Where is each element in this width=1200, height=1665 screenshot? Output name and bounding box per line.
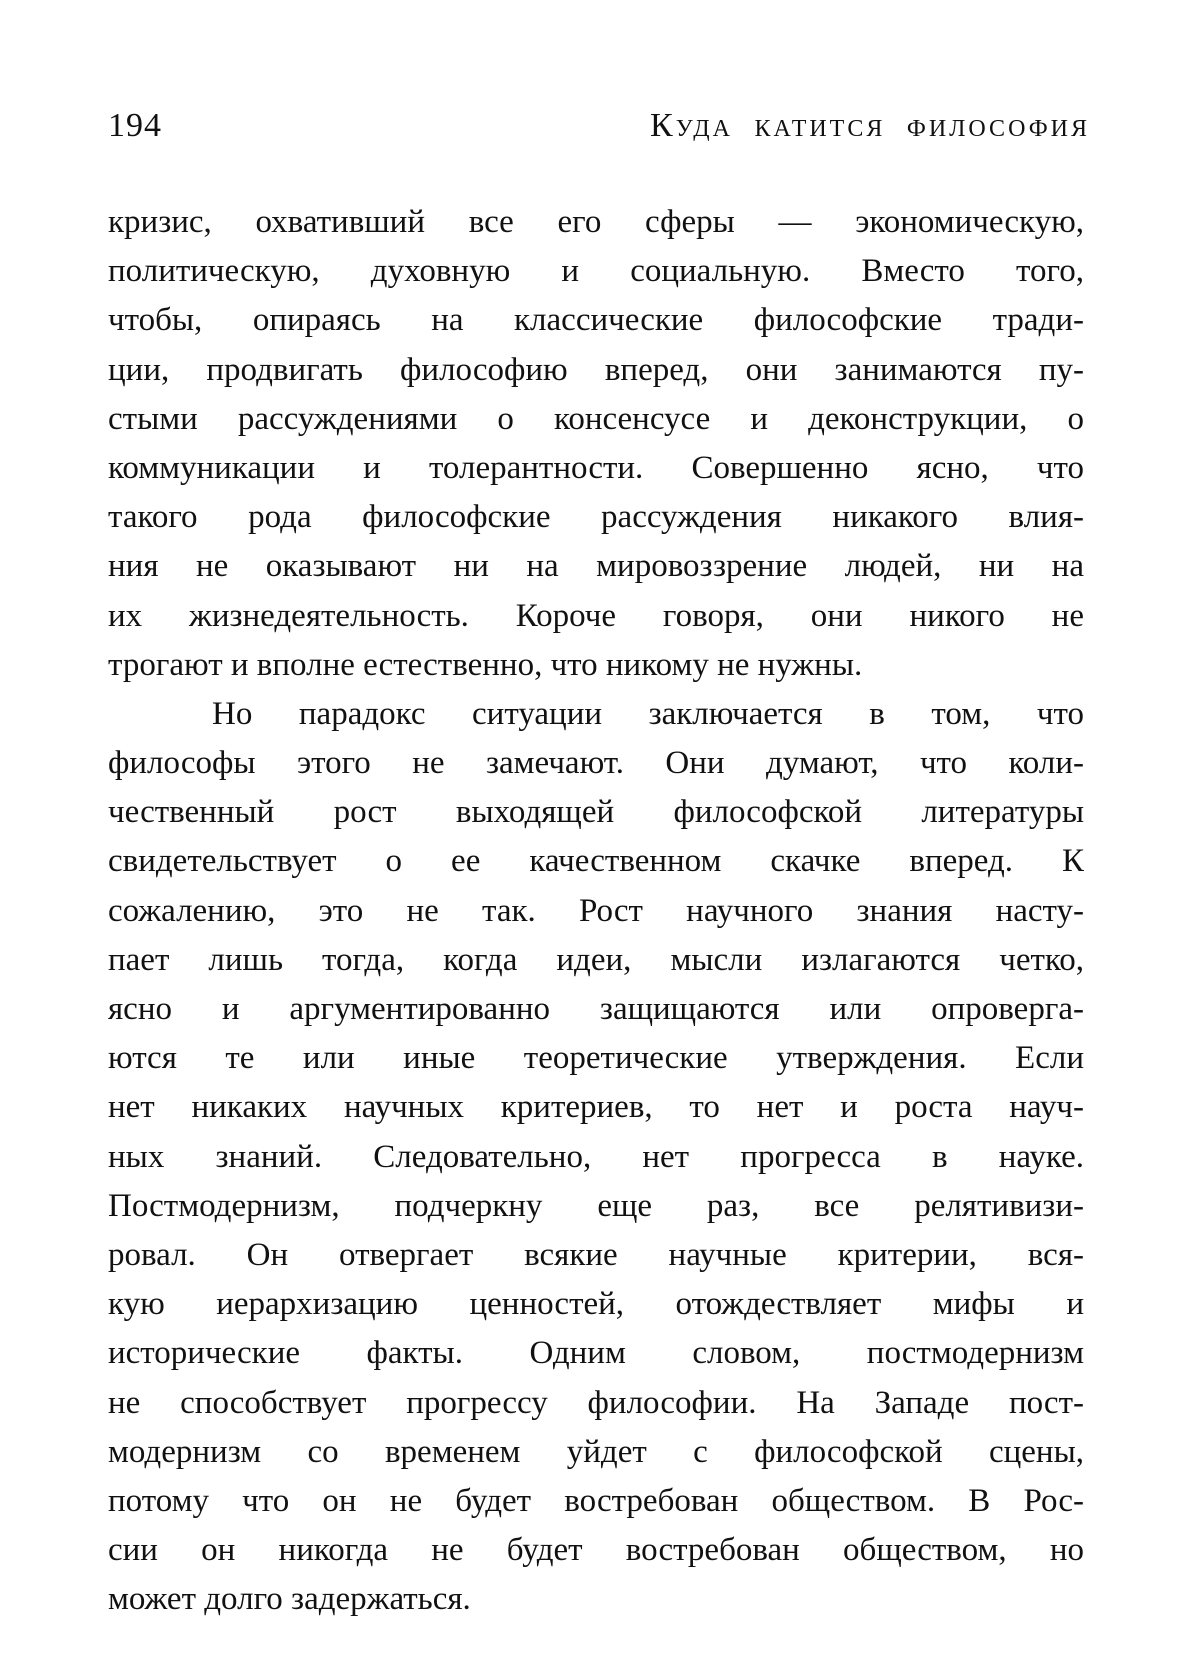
text-line: модернизм со временем уйдет с философской сцены,	[108, 1433, 1084, 1470]
text-line: их жизнедеятельность. Короче говоря, они никого не	[108, 597, 1084, 634]
text-line: кризис, охвативший все его сферы — экономическую,	[108, 204, 1084, 240]
text-line: кую иерархизацию ценностей, отождествляет мифы и	[108, 1286, 1084, 1323]
text-line: не способствует прогрессу философии. На Западе пост-	[108, 1384, 1084, 1421]
text-line: нет никаких научных критериев, то нет и роста науч-	[108, 1089, 1084, 1126]
running-head	[108, 104, 1090, 148]
text-line: такого рода философские рассуждения никакого влия-	[108, 499, 1084, 536]
text-line: чественный рост выходящей философской литературы	[108, 794, 1084, 831]
text-line: ровал. Он отвергает всякие научные критерии, вся-	[108, 1236, 1084, 1273]
text-line: чтобы, опираясь на классические философские тради-	[108, 302, 1084, 339]
text-line: Но парадокс ситуации заключается в том, что	[212, 695, 1084, 732]
text-line: ясно и аргументированно защищаются или опроверга-	[108, 991, 1084, 1027]
text-line: коммуникации и толерантности. Совершенно ясно, что	[108, 449, 1084, 486]
text-line: сии он никогда не будет востребован обществом, но	[108, 1532, 1084, 1569]
text-line: Постмодернизм, подчеркну еще раз, все релятивизи-	[108, 1187, 1084, 1224]
body-text	[108, 198, 1084, 1624]
text-line: трогают и вполне естественно, что никому не нужны.	[108, 646, 863, 683]
page-number: 194	[108, 107, 162, 144]
running-title: Куда катится философия	[650, 107, 1090, 144]
text-line: стыми рассуждениями о консенсусе и деконструкции, о	[108, 400, 1084, 437]
text-line: политическую, духовную и социальную. Вместо того,	[108, 253, 1084, 290]
text-line: философы этого не замечают. Они думают, что коли-	[108, 745, 1084, 782]
text-line: ции, продвигать философию вперед, они занимаются пу-	[108, 351, 1084, 388]
text-line: может долго задержаться.	[108, 1581, 471, 1618]
text-line: свидетельствует о ее качественном скачке вперед. К	[108, 843, 1084, 880]
text-line: сожалению, это не так. Рост научного знания насту-	[108, 892, 1084, 929]
text-line: ных знаний. Следовательно, нет прогресса в науке.	[108, 1138, 1084, 1175]
text-line: ния не оказывают ни на мировоззрение людей, ни на	[108, 548, 1084, 585]
text-line: ются те или иные теоретические утверждения. Если	[108, 1040, 1084, 1077]
text-line: пает лишь тогда, когда идеи, мысли излагаются четко,	[108, 941, 1084, 978]
text-line: потому что он не будет востребован обществом. В Рос-	[108, 1482, 1084, 1519]
text-line: исторические факты. Одним словом, постмодернизм	[108, 1335, 1084, 1372]
